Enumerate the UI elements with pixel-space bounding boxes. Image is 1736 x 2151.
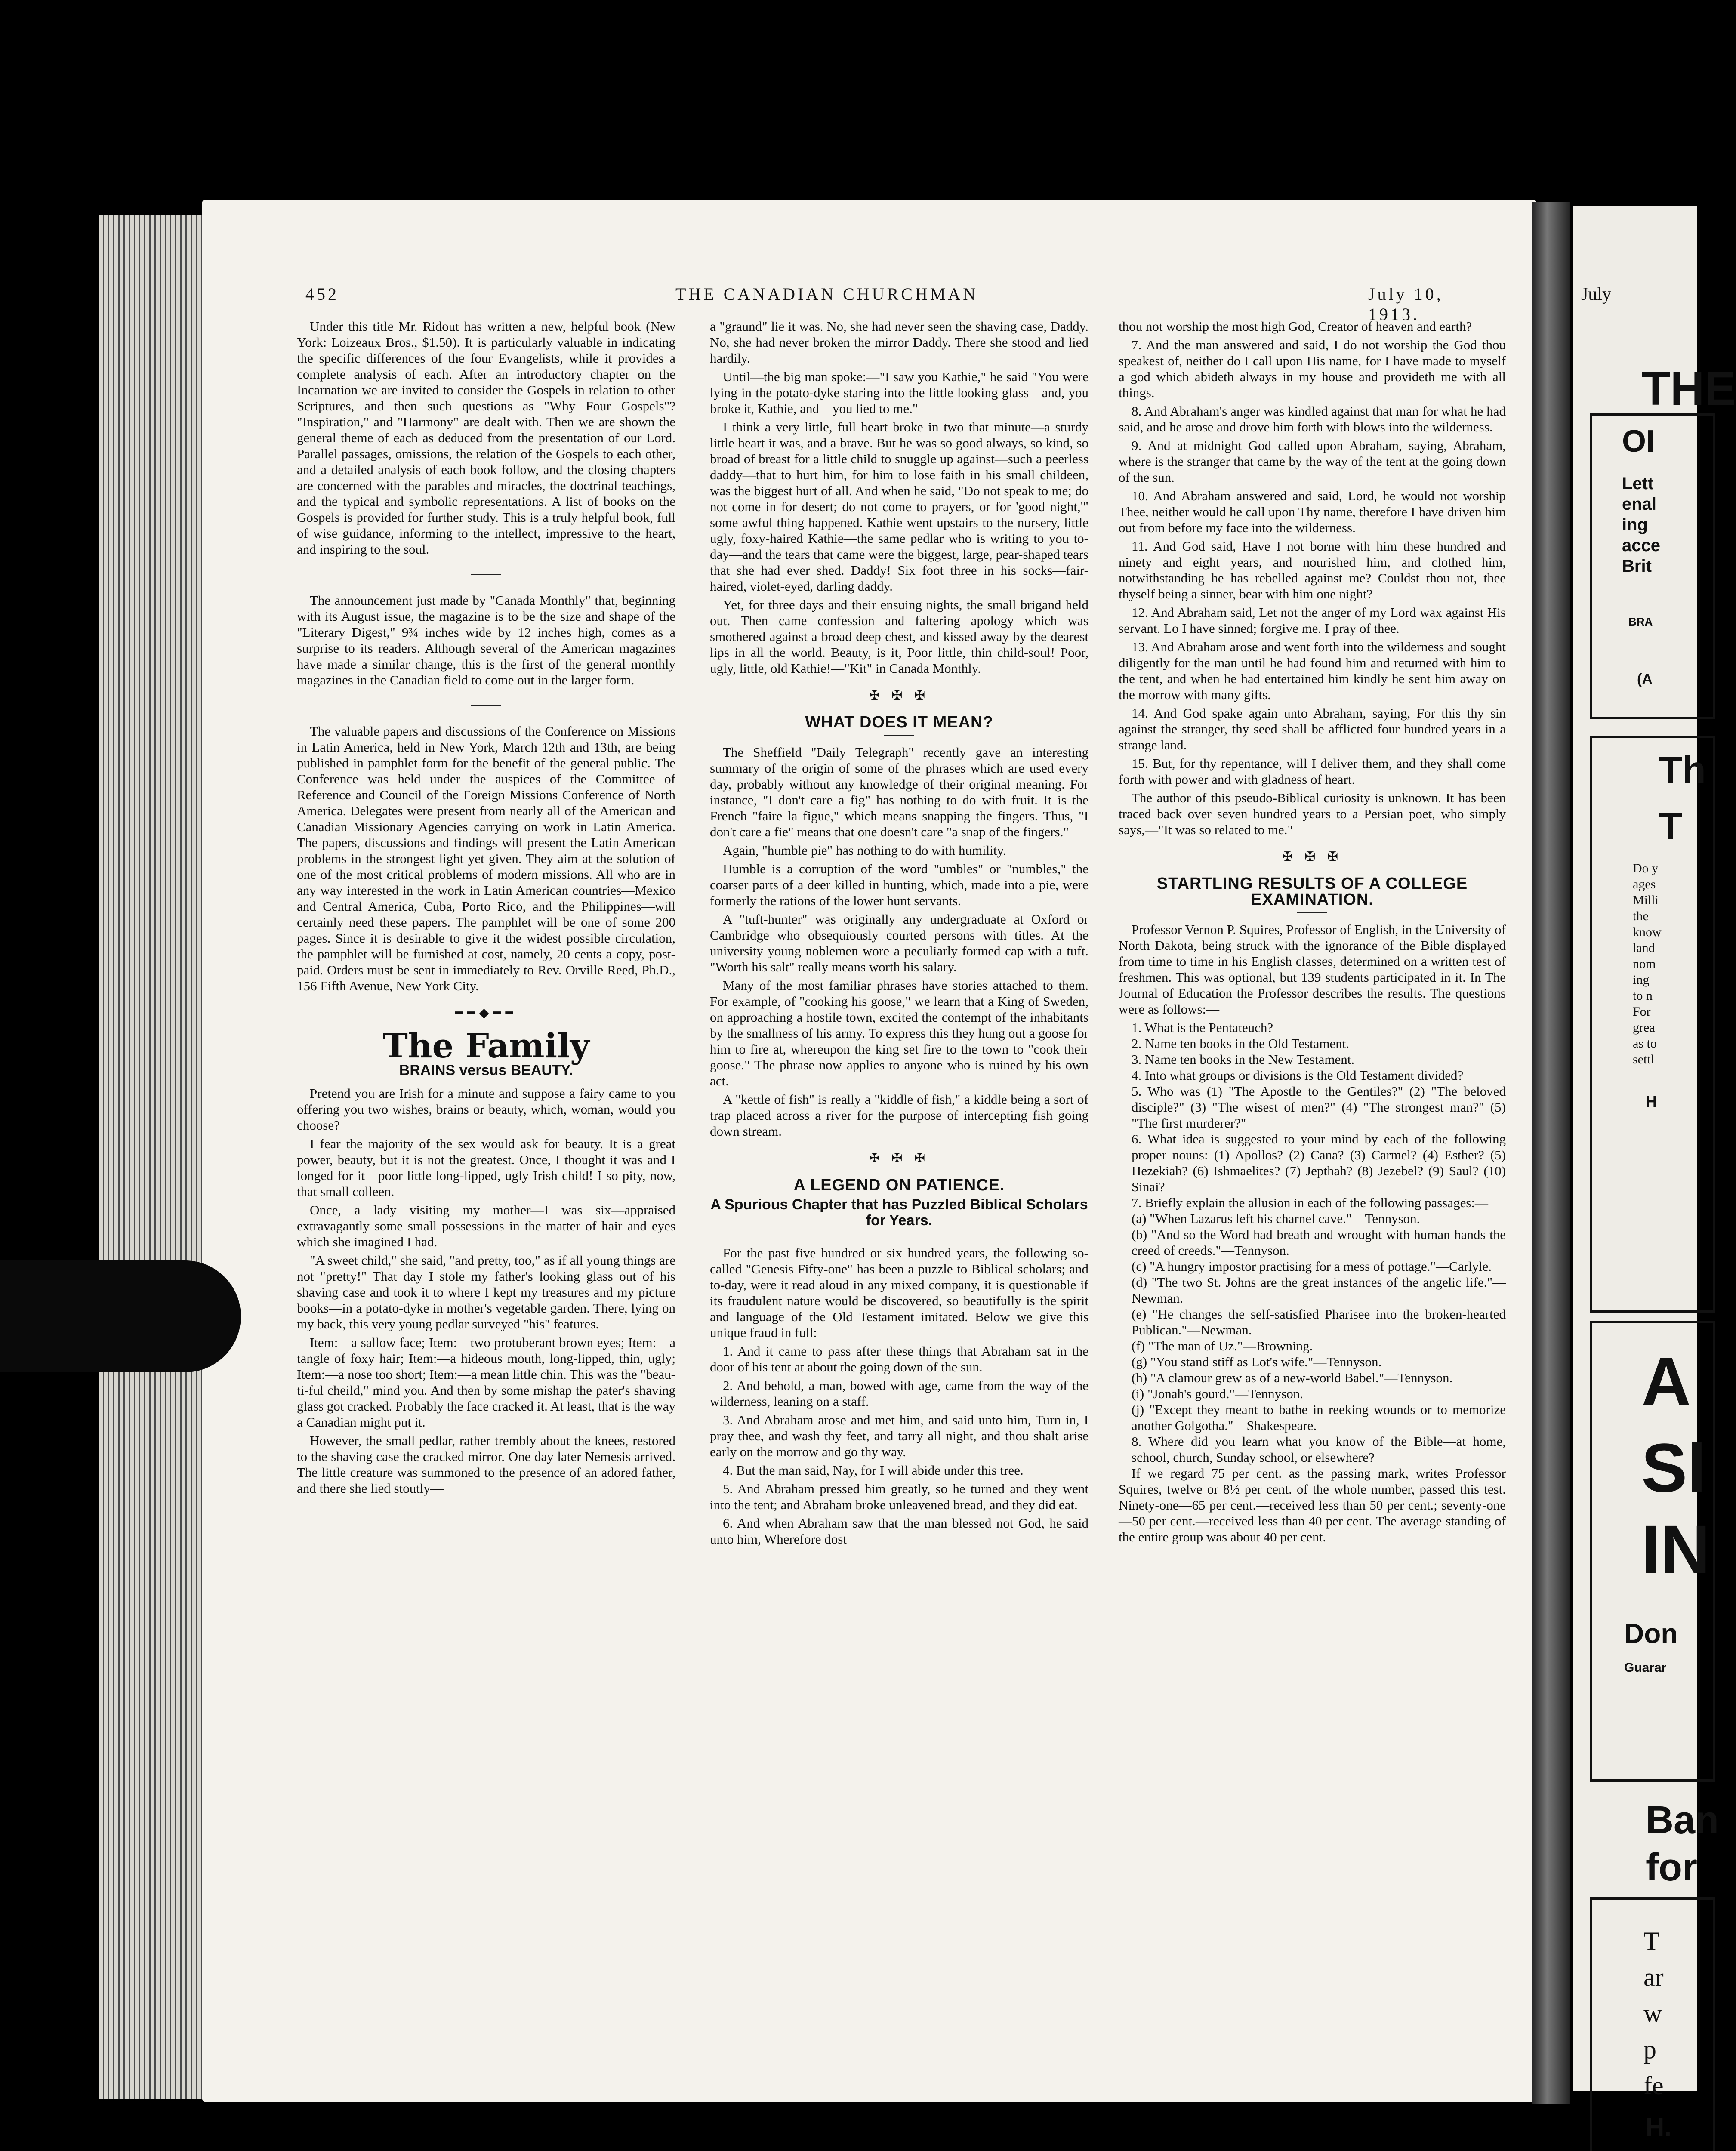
ad-big-text: A <box>1641 1343 1691 1420</box>
ad-text: Guarar <box>1624 1661 1667 1675</box>
article-paragraph: Once, a lady visiting my mother—I was six—appraised extravagantly some small possessions in the matter of hair and eyes which she imagined I had. <box>297 1202 675 1249</box>
section-ornament: ✠ ✠ ✠ <box>869 1151 930 1165</box>
article-paragraph: Pretend you are Irish for a minute and suppose a fairy came to you offering you two wishes, brains or beauty, which, woman, would you choose? <box>297 1086 675 1133</box>
page-edges <box>99 215 207 2099</box>
issue-date: July 10, 1913. <box>1368 284 1443 324</box>
article-paragraph: A "kettle of fish" is really a "kiddle of fish," a kiddle being a sort of trap placed across a river for the purpose of intercepting fish going down stream. <box>710 1092 1088 1139</box>
article-paragraph: However, the small pedlar, rather trembly about the knees, restored to the shaving case the cracked mirror. One day later Nemesis arrived. The little creature was summoned to the presence of an adored father, and there she lied stoutly— <box>297 1433 675 1496</box>
article-paragraph: 6. And when Abraham saw that the man blessed not God, he said unto him, Wherefore dost <box>710 1516 1088 1547</box>
article-title-brains: BRAINS versus BEAUTY. <box>399 1062 574 1079</box>
ad-lines: Do y ages Milli the know land nom ing to n For grea as to settl <box>1633 861 1662 1066</box>
ad-headline: Ban <box>1646 1799 1719 1842</box>
article-paragraph: Many of the most familiar phrases have stories attached to them. For example, of "cooking his goose," we learn that a King of Sweden, on approaching a hostile town, excited the contempt of the inhabitants by the smallness of his army. To express this they hung out a goose for him to fire at, whereupon the king set fire to the town to "cook their goose." The phrase now applies to anyone who is ruined by his own act. <box>710 978 1088 1088</box>
article-paragraph: I think a very little, full heart broke in two that minute—a sturdy little heart it was, and a brave. But he was so good always, so kind, so broad of breast for a little child to snuggle up against—such a peerless daddy—that to hurt him, for him to lose faith in his small childeen, was the biggest hurt of all. And when he said, "Do not speak to me; do not come in for desert; do not come to prayers, or for 'good night,'" some awful thing happened. Kathie went upstairs to the nursery, little ugly, foxy-haired Kathie—the same pedlar who is writing to you to-day—and the tears that came were the biggest, large, pear-shaped tears that she had ever shed. Daddy! Six foot three in his socks—fair-haired, violet-eyed, darling daddy. <box>710 419 1088 594</box>
article-paragraph: If we regard 75 per cent. as the passing mark, writes Professor Squires, twelve or 8½ per cent. of the whole number, passed this test. Ninety-one—65 per cent.—received less than 50 per cent.; seventy-one—50 per cent.—received less than 40 per cent. The average standing of the entire group was about 40 per cent. <box>1119 1466 1506 1544</box>
ad-text: Don <box>1624 1618 1678 1649</box>
conference-paragraph: The valuable papers and discussions of the Conference on Missions in Latin America, held in New York, March 12th and 13th, are being published in pamphlet form for the benefit of the general public. The Conference was held under the auspices of the Committee of Reference and Council of the Foreign Missions Conference of North America. Delegates were present from nearly all of the American and Canadian Missionary Agencies carrying on work in Latin America. The papers, discussions and findings will present the Latin American problems in the strongest light yet given. They aim at the solution of one of the most critical problems of modern missions. All who are in any way interested in the work in Latin American countries—Mexico and Central America, Cuba, Porto Rico, and the Philippines—will certainly need these papers. The pamphlet will be one of some 200 pages. Since it is desirable to give it the widest possible circulation, the pamphlet will be furnished at cost, namely, 20 cents a copy, post-paid. Orders must be sent in immediately to Rev. Orville Reed, Ph.D., 156 Fifth Avenue, New York City. <box>297 724 675 993</box>
article-paragraph: I fear the majority of the sex would ask for beauty. It is a great power, beauty, but it is not the greatest. Once, I thought it was and I longed for it—poor little long-lipped, ugly Irish child! I so pity, now, that small colleen. <box>297 1136 675 1199</box>
exam-question: 3. Name ten books in the New Testament. <box>1132 1052 1355 1067</box>
article-paragraph: 2. And behold, a man, bowed with age, came from the way of the wilderness, leaning on a staff. <box>710 1378 1088 1409</box>
article-paragraph: Until—the big man spoke:—"I saw you Kathie," he said "You were lying in the potato-dyke staring into the little looking glass—and, you broke it, Kathie, and—you lied to me." <box>710 369 1088 416</box>
article-paragraph: The Sheffield "Daily Telegraph" recently gave an interesting summary of the origin of some of the phrases which are used every day, probably without any knowledge of their original meaning. For instance, "I don't care a fig" has nothing to do with fruit. It is the French "faire la figue," which means snapping the fingers. Thus, "I don't care a fie" means that one doesn't care "a snap of the fingers." <box>710 745 1088 839</box>
ad-text: (A <box>1637 671 1653 687</box>
exam-question: 6. What idea is suggested to your mind by each of the following proper nouns: (1) Apollos? (2) Cana? (3) Carmel? (4) Esther? (5) Hezekiah? (6) Ishmaelites? (7) Jepthah? (8) Jezebel? (9) Saul? (10) Sinai? <box>1132 1131 1506 1194</box>
ad-text: Th <box>1659 749 1706 792</box>
column-3 <box>1119 318 1506 1547</box>
ad-big-text: IN <box>1641 1511 1710 1588</box>
section-ornament: ✠ ✠ ✠ <box>869 688 930 703</box>
article-paragraph: Yet, for three days and their ensuing nights, the small brigand held out. Then came confession and faltering apology which was smothered against a broad deep chest, and kissed away by the dearest lips in all the world. Beauty, is it, Poor little, thin child-soul! Poor, ugly, little, old Kathie!—"Kit" in Canada Monthly. <box>710 597 1088 676</box>
exam-question: (j) "Except they meant to bathe in reeking wounds or to memorize another Golgotha."—Shakespeare. <box>1132 1402 1506 1433</box>
ad-text: BRA <box>1628 615 1653 628</box>
article-paragraph: 8. And Abraham's anger was kindled against that man for what he had said, and he arose and drove him forth with blows into the wilderness. <box>1119 404 1506 435</box>
exam-question: (b) "And so the Word had breath and wrought with human hands the creed of creeds."—Tennyson. <box>1132 1227 1506 1258</box>
exam-question: 1. What is the Pentateuch? <box>1132 1020 1273 1035</box>
exam-question: (d) "The two St. Johns are the great instances of the angelic life."—Newman. <box>1132 1275 1506 1306</box>
exam-question: (a) "When Lazarus left his charnel cave."—Tennyson. <box>1132 1211 1420 1226</box>
article-paragraph: 14. And God spake again unto Abraham, saying, For this thy sin against the stranger, thy seed shall be afflicted four hundred years in a strange land. <box>1119 706 1506 752</box>
thumb-shadow <box>0 1260 241 1372</box>
ad-lines: T ar w p fe <box>1643 1927 1664 2100</box>
article-paragraph: Humble is a corruption of the word "umbles" or "numbles," the coarser parts of a deer killed in hunting, which, made into a pie, were formerly the rations of the lower hunt servants. <box>710 861 1088 908</box>
article-paragraph: 13. And Abraham arose and went forth into the wilderness and sought diligently for the man until he had found him and returned with him to the tent, and when he had entertained him kindly he sent him away on the morrow with many gifts. <box>1119 639 1506 702</box>
divider <box>471 705 501 706</box>
page-number: 452 <box>305 284 339 304</box>
article-paragraph: 3. And Abraham arose and met him, and said unto him, Turn in, I pray thee, and wash thy feet, and tarry all night, and thou shalt arise early on the morrow and go thy way. <box>710 1412 1088 1459</box>
exam-question: (i) "Jonah's gourd."—Tennyson. <box>1132 1386 1303 1401</box>
article-paragraph: 11. And God said, Have I not borne with him these hundred and ninety and eight years, and nourished him, and clothed him, notwithstanding he has rebelled against me? Couldst thou not, thee thyself being a sinner, bear with him one night? <box>1119 539 1506 601</box>
exam-question: 8. Where did you learn what you know of the Bible—at home, school, church, Sunday school, or elsewhere? <box>1132 1434 1506 1465</box>
article-paragraph: Item:—a sallow face; Item:—two protuberant brown eyes; Item:—a tangle of foxy hair; Item:—a hideous mouth, long-lipped, thin, ugly; Item:—a nose too short; Item:—a mean little chin. This was the "beau-ti-ful cheild," mind you. And then by some mishap the pater's shaving glass got cracked. Probably the face cracked it. At least, that is the way a Canadian might put it. <box>297 1335 675 1430</box>
divider <box>1297 912 1327 913</box>
article-paragraph: For the past five hundred or six hundred years, the following so-called "Genesis Fifty-one" has been a puzzle to Biblical scholars; and to-day, were it read aloud in any mixed company, it is questionable if its fraudulent nature would be discovered, so beautifully is the spirit and language of the Old Testament imitated. Below we give this unique fraud in full:— <box>710 1245 1088 1340</box>
divider <box>471 574 501 575</box>
article-paragraph: Professor Vernon P. Squires, Professor of English, in the University of North Dakota, being struck with the ignorance of the Bible displayed from time to time in his English classes, determined on a written test of freshmen. This was optional, but 139 students participated in it. In The Journal of Education the Professor describes the results. The questions were as follows:— <box>1119 922 1506 1017</box>
exam-question: 5. Who was (1) "The Apostle to the Gentiles?" (2) "The beloved disciple?" (3) "The wisest of men?" (4) "The strongest man?" (5) "The first murderer?" <box>1132 1084 1506 1131</box>
facing-page <box>1573 206 1736 2142</box>
article-title-legend: A LEGEND ON PATIENCE. <box>793 1176 1005 1194</box>
binding-spine <box>1532 202 1570 2104</box>
divider <box>884 735 914 736</box>
article-paragraph: 7. And the man answered and said, I do not worship the God thou speakest of, neither do I call upon His name, for I have made to myself a god which abideth always in my house and provideth me with all things. <box>1119 337 1506 400</box>
exam-question: (c) "A hungry impostor practising for a mess of pottage."—Carlyle. <box>1132 1259 1492 1274</box>
ad-text: OI <box>1622 424 1655 459</box>
exam-question: (h) "A clamour grew as of a new-world Babel."—Tennyson. <box>1132 1370 1453 1385</box>
article-subtitle-legend: A Spurious Chapter that has Puzzled Biblical Scholars for Years. <box>710 1196 1088 1229</box>
exam-question: (g) "You stand stiff as Lot's wife."—Tennyson. <box>1132 1354 1382 1369</box>
article-paragraph: 4. But the man said, Nay, for I will abide under this tree. <box>723 1463 1024 1478</box>
ad-text: H <box>1646 1093 1657 1110</box>
column-2 <box>710 318 1088 1550</box>
exam-question: 7. Briefly explain the allusion in each of the following passages:— <box>1132 1195 1489 1210</box>
article-paragraph: 1. And it came to pass after these things that Abraham sat in the door of his tent at about the going down of the sun. <box>710 1344 1088 1374</box>
article-title-exam: STARTLING RESULTS OF A COLLEGE EXAMINATION. <box>1156 875 1468 909</box>
article-paragraph: Again, "humble pie" has nothing to do with humility. <box>723 843 1006 858</box>
announcement-paragraph: The announcement just made by "Canada Monthly" that, beginning with its August issue, the magazine is to be the size and shape of the "Literary Digest," 9¾ inches wide by 12 inches high, comes as a surprise to its readers. Although several of the American magazines have made a similar change, this is the first of the general monthly magazines in the Canadian field to come out in the larger form. <box>297 593 675 687</box>
exam-question: (e) "He changes the self-satisfied Pharisee into the broken-hearted Publican."—Newman. <box>1132 1307 1506 1337</box>
article-paragraph: A "tuft-hunter" was originally any undergraduate at Oxford or Cambridge who obsequiously courted persons with titles. At the university young noblemen wore a peculiarly formed cap with a tuft. "Worth his salt" really means worth his salary. <box>710 912 1088 974</box>
masthead-title: THE CANADIAN CHURCHMAN <box>675 284 978 304</box>
article-paragraph: 5. And Abraham pressed him greatly, so he turned and they went into the tent; and Abraham broke unleavened bread, and they did eat. <box>710 1481 1088 1512</box>
page-header <box>305 284 1493 324</box>
ad-big-text: Sl <box>1641 1429 1707 1506</box>
ad-headline: THE <box>1641 362 1736 415</box>
section-ornament: ✠ ✠ ✠ <box>1282 850 1343 864</box>
article-paragraph: 15. But, for thy repentance, will I deliver them, and they shall come forth with power and with gladness of heart. <box>1119 756 1506 787</box>
ad-lines: Lett enal ing acce Brit <box>1622 474 1660 576</box>
ad-text: T <box>1659 805 1682 848</box>
article-paragraph: "A sweet child," she said, "and pretty, too," as if all young things are not "pretty!" That day I stole my father's looking glass out of his shaving case and took it to where I kept my treasures and my picture books—in a potato-dyke in mother's vegetable garden. There, lying on my back, this very young pedlar surveyed "his" features. <box>297 1253 675 1331</box>
exam-question: 2. Name ten books in the Old Testament. <box>1132 1036 1350 1051</box>
column-1 <box>297 318 675 1499</box>
ad-text: H. <box>1646 2113 1671 2142</box>
article-paragraph: 10. And Abraham answered and said, Lord, he would not worship Thee, neither would he call upon Thy name, therefore I have driven him out from before my face into the wilderness. <box>1119 488 1506 535</box>
article-paragraph: 12. And Abraham said, Let not the anger of my Lord wax against His servant. Lo I have sinned; forgive me. I pray of thee. <box>1119 605 1506 636</box>
article-paragraph: The author of this pseudo-Biblical curiosity is unknown. It has been traced back over seven hundred years to a Persian poet, who simply says,—"It was so related to me." <box>1119 790 1506 837</box>
review-paragraph: Under this title Mr. Ridout has written a new, helpful book (New York: Loizeaux Bros., $1.50). It is particularly valuable in indicating the specific differences of the four Evangelists, while it provides a complete analysis of each. After an introductory chapter on the Incarnation we are invited to consider the Gospels in relation to other Scriptures, and then such questions as "Why Four Gospels"? "Inspiration," and "Harmony" are dealt with. Then we are shown the general theme of each as deduced from the presentation of our Lord. Parallel passages, omissions, the relation of the Gospels to each other, and a detailed analysis of each book follow, and the closing chapters are concerned with the parables and miracles, the doctrinal teachings, and the typical and symbolic representations. A list of books on the Gospels is provided for further study. This is a truly helpful book, full of wise guidance, informing to the intellect, impressive to the heart, and inspiring to the soul. <box>297 319 675 557</box>
section-ornament: ━━◆━━ <box>455 1006 518 1020</box>
article-paragraph: thou not worship the most high God, Creator of heaven and earth? <box>1119 319 1472 334</box>
exam-question: (f) "The man of Uz."—Browning. <box>1132 1338 1313 1353</box>
article-paragraph: a "graund" lie it was. No, she had never seen the shaving case, Daddy. No, she had never broken the mirror Daddy. There she stood and lied hardily. <box>710 319 1088 366</box>
section-title-family: The Family <box>382 1026 590 1066</box>
exam-question: 4. Into what groups or divisions is the Old Testament divided? <box>1132 1068 1464 1083</box>
article-paragraph: 9. And at midnight God called upon Abraham, saying, Abraham, where is the stranger that came by the way of the tent at the going down of the sun. <box>1119 438 1506 485</box>
article-title-meaning: WHAT DOES IT MEAN? <box>805 713 993 731</box>
ad-headline: for <box>1646 1846 1697 1889</box>
facing-date: July <box>1581 284 1612 304</box>
